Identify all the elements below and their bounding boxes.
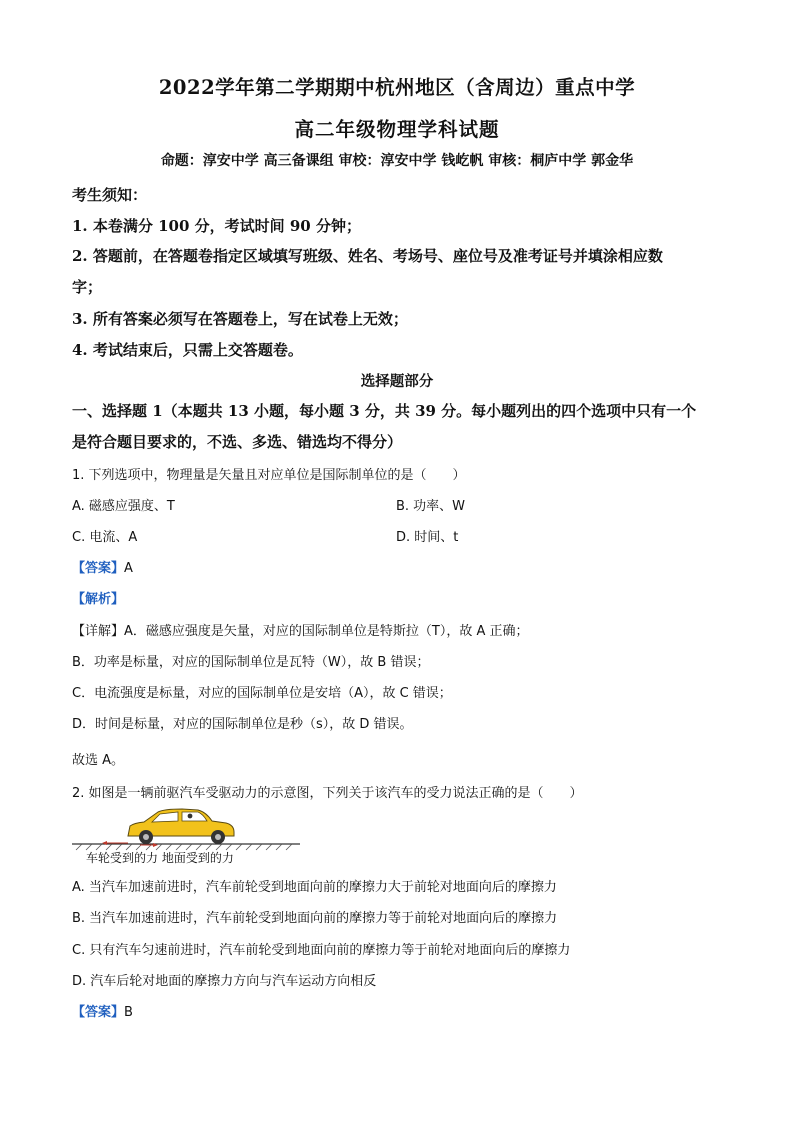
q1-detail-line: D．时间是标量，对应的国际制单位是秒（s），故 D 错误。 bbox=[72, 717, 413, 732]
notice-heading: 考生须知： bbox=[72, 186, 148, 204]
notice-item: 3. 所有答案必须写在答题卷上，写在试卷上无效； bbox=[72, 310, 408, 328]
part-heading-line1: 一、选择题 1（本题共 13 小题，每小题 3 分，共 39 分。每小题列出的四个选项中只有一个 bbox=[72, 402, 697, 420]
answer-tag: 【答案】 bbox=[72, 1005, 125, 1020]
notice-item: 字； bbox=[72, 278, 103, 296]
section-title: 选择题部分 bbox=[360, 373, 434, 390]
q2-option-b: B. 当汽车加速前进时，汽车前轮受到地面向前的摩擦力等于前轮对地面向后的摩擦力 bbox=[72, 911, 558, 926]
q2-option-a: A. 当汽车加速前进时，汽车前轮受到地面向前的摩擦力大于前轮对地面向后的摩擦力 bbox=[72, 880, 557, 895]
q1-answer bbox=[72, 557, 133, 576]
detail-text: A．磁感应强度是矢量，对应的国际制单位是特斯拉（T），故 A 正确； bbox=[124, 624, 529, 639]
part-heading-line2: 是符合题目要求的，不选、多选、错选均不得分） bbox=[72, 433, 403, 451]
q1-option-b: B. 功率、W bbox=[396, 499, 466, 514]
authors-line: 命题：淳安中学 高三备课组 审校：淳安中学 钱屹帆 审核：桐庐中学 郭金华 bbox=[160, 153, 634, 169]
q1-option-a: A. 磁感应强度、T bbox=[72, 499, 175, 514]
q2-stem: 2. 如图是一辆前驱汽车受驱动力的示意图，下列关于该汽车的受力说法正确的是（ ） bbox=[72, 786, 583, 801]
q2-option-d: D. 汽车后轮对地面的摩擦力方向与汽车运动方向相反 bbox=[72, 974, 377, 989]
q1-option-d: D. 时间、t bbox=[396, 530, 459, 545]
detail-tag: 【详解】 bbox=[72, 624, 125, 639]
exam-title: 2022学年第二学期期中杭州地区（含周边）重点中学 bbox=[158, 76, 636, 99]
answer-tag: 【答案】 bbox=[72, 561, 125, 576]
exam-subtitle: 高二年级物理学科试题 bbox=[294, 118, 500, 141]
q1-analysis bbox=[72, 588, 124, 607]
q1-detail-line: C．电流强度是标量，对应的国际制单位是安培（A），故 C 错误； bbox=[72, 686, 452, 701]
q2-answer bbox=[72, 1001, 133, 1020]
answer-value: A bbox=[124, 561, 133, 576]
analysis-tag: 【解析】 bbox=[72, 592, 125, 607]
notice-item: 1. 本卷满分 100 分，考试时间 90 分钟； bbox=[72, 217, 361, 235]
q1-option-c: C. 电流、A bbox=[72, 530, 138, 545]
answer-value: B bbox=[124, 1005, 133, 1020]
q1-detail-line: B．功率是标量，对应的国际制单位是瓦特（W），故 B 错误； bbox=[72, 655, 430, 670]
notice-item: 4. 考试结束后，只需上交答题卷。 bbox=[72, 341, 303, 359]
car-icon bbox=[128, 809, 234, 844]
q1-conclusion: 故选 A。 bbox=[72, 753, 125, 768]
q2-option-c: C. 只有汽车匀速前进时，汽车前轮受到地面向前的摩擦力等于前轮对地面向后的摩擦力 bbox=[72, 943, 571, 958]
q1-detail-line bbox=[72, 620, 529, 639]
q1-stem: 1. 下列选项中，物理量是矢量且对应单位是国际制单位的是（ ） bbox=[72, 468, 466, 483]
figure-caption: 车轮受到的力 地面受到的力 bbox=[86, 851, 234, 865]
notice-item: 2. 答题前，在答题卷指定区域填写班级、姓名、考场号、座位号及准考证号并填涂相应数 bbox=[72, 247, 663, 265]
